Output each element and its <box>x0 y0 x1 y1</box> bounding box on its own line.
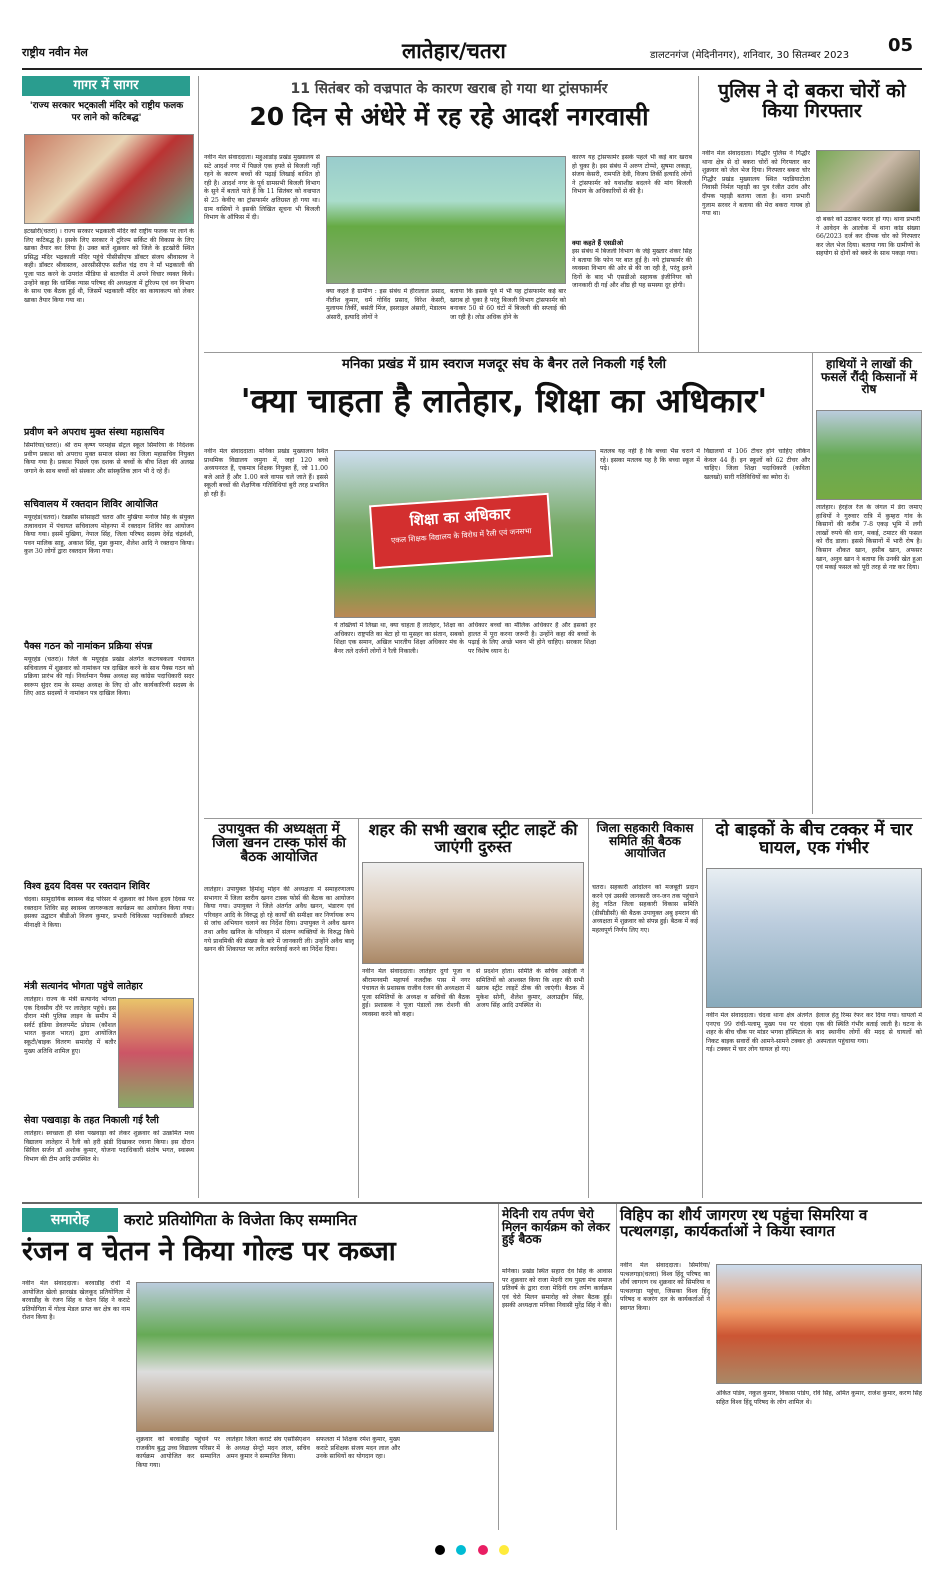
lead-headline: 'राज्य सरकार भट्काली मंदिर को राष्ट्रीय फलक पर लाने को कटिबद्ध' <box>29 101 184 123</box>
registration-dot <box>435 1545 445 1555</box>
police-headline: पुलिस ने दो बकरा चोरों को किया गिरफ्तार <box>718 80 906 122</box>
police-body: नवीन मेल संवाददाता। गिद्धौर पुलिस ने गिद्धौर थाना क्षेत्र से दो बकरा चोरों को गिरफ्तार कर शुक्रवार को जेल भेज दिया। गिरफ्तार बकरा चोर गिद्धौर प्रखंड मुख्यालय स्थित पदडियाटोला निवासी निर्मल पहाड़ी का पुत्र रंजीत उरांव और दीपक पहाड़ी बताया जाता है। थाना प्रभारी गुलाम सरवर ने बताया की मेरा बकरा गायब हो गया था। <box>702 150 810 218</box>
section-banner: गागर में सागर <box>22 76 190 96</box>
section-title: लातेहार/चतरा <box>402 39 506 63</box>
crop-damage-photo <box>816 410 922 500</box>
brief-headline-5: मंत्री सत्यानंद भोगता पहुंचे लातेहार <box>24 981 143 992</box>
chero-headline: मेदिनी राय तर्पण चेरो मिलन कार्यक्रम को लेकर हुई बैठक <box>502 1207 610 1247</box>
karate-kicker: कराटे प्रतियोगिता के विजेता किए सम्मानित <box>124 1211 357 1229</box>
section-rule <box>204 818 922 819</box>
brief-headline-4: विश्व हृदय दिवस पर रक्तदान शिविर <box>24 881 150 892</box>
column-rule <box>498 1204 499 1530</box>
streetlight-headline: शहर की सभी खराब स्ट्रीट लाइटें की जाएंगी दुरुस्त <box>368 820 578 856</box>
masthead-rule <box>22 68 922 70</box>
karate-headline: रंजन व चेतन ने किया गोल्ड पर कब्जा <box>22 1236 396 1267</box>
goat-thieves-photo <box>816 150 920 212</box>
masthead-logo: राष्ट्रीय नवीन मेल <box>22 46 88 59</box>
rally-headline: 'क्या चाहता है लातेहार, शिक्षा का अधिकार' <box>240 381 768 420</box>
streetlight-body-2: से प्रदर्शन होता। समिति के सचिव आईजी ने समितियों को आश्वस्त किया कि शहर की सभी खराब स्ट्रीट लाइटें ठीक की जाएंगी। बैठक में मुकेश सोनी, शैलेश कुमार, अलाउद्दीन सिंह, अजय सिंह आदि उपस्थित थे। <box>476 968 584 1010</box>
brief-body-1: सिमरिया(चतरा)। श्री राम कृष्ण परमहंस सेंट्रल स्कूल सिमरिया के निदेशक प्रवीण प्रकाश को अपराध मुक्त समाज संस्था का जिला महासचिव नियुक्त किया गया है। प्रकाश पिछले एक दशक से बच्चों के बीच शिक्षा की अलख जगाने के साथ बच्चों को संस्कार और सांस्कृतिक ज्ञान भी दे रहे हैं। <box>24 442 194 475</box>
accident-body-1: नवीन मेल संवाददाता। चंदवा थाना क्षेत्र अंतर्गत एनएच 99 रांची-पलामू मुख्य पथ पर चंदवा शहर के बीच चौक पर मांडर भगवा हॉस्पिटल के निकट बाइक सवारों की आमने-सामने टक्कर हो गई। टक्कर में चार लोग घायल हो गए। <box>706 1012 812 1054</box>
brief-body-2: मयूरहंड(चतरा)। रेडक्रॉस सोसाइटी चतरा और मुखिया मनोज सिंह के संयुक्त तत्वावधान में पंचायत सचिवालय मोहनपा में रक्तदान शिविर का आयोजन किया गया। इसमें मुखिया, नेपाल सिंह, जिला परिषद सदस्य देवेंद्र चंद्रवंशी, पवन मालिक साहु, अकाश सिंह, मुन्ना कुमार, शैलेश आदि ने रक्तदान किया। कुल 30 लोगों द्वारा रक्तदान किया गया। <box>24 514 194 556</box>
streetlight-body-1: नवीन मेल संवाददाता। लातेहार दुर्गा पूजा व श्रीरामनवमी महापर्व नजदीक पास में नगर पंचायत के प्रशासक राजीव रंजन की अध्यक्षता में पूजा समितियों के अध्यक्ष व सचिवों की बैठक हुई। प्रशासक ने पूजा पंडालों तक रोशनी की व्यवस्था करने को कहा। <box>362 968 470 1018</box>
brief-headline-1: प्रवीण बने अपराध मुक्त संस्था महासचिव <box>24 427 165 438</box>
hospital-photo <box>706 868 922 1008</box>
column-rule <box>702 818 703 1198</box>
registration-dot <box>478 1545 488 1555</box>
elephant-headline: हाथियों ने लाखों की फसलें रौंदी किसानों में रोष <box>820 357 918 397</box>
cooperative-body: चतरा। सहकारी आंदोलन को मजबूती प्रदान करने एवं उसकी जानकारी जन-जन तक पहुंचाने हेतु गठित जिला सहकारी विकास समिति (डीसीडीसी) की बैठक उपायुक्त अबु इमरान की अध्यक्षता में शुक्रवार को संपन्न हुई। बैठक में कई महत्वपूर्ण निर्णय लिए गए। <box>592 884 698 934</box>
top-story-headline: 20 दिन से अंधेरे में रह रहे आदर्श नगरवासी <box>249 102 649 131</box>
rally-kicker: मनिका प्रखंड में ग्राम स्वराज मजदूर संघ के बैनर तले निकली गई रैली <box>341 357 667 372</box>
brief-body-5: लातेहार। राज्य के मंत्री सत्यानंद भोगता एक दिवसीय दौरे पर लातेहार पहुंचे। इस दौरान मंत्री पुलिस लाइन के समीप में सर्वर्ट इंडिया डेवलपमेंट प्रोग्राम (कौशल भारत कुशल भारत) द्वारा आयोजित स्कूटी/बाइक वितरण समारोह में बतौर मुख्य अतिथि शामिल हुए। <box>24 996 116 1055</box>
top-story-body-1: नवीन मेल संवाददाता। महुआडांड़ प्रखंड मुख्यालय से सटे आदर्श नगर में पिछले एक हफ्ते से बिजली नहीं रहने के कारण बच्चों की पढ़ाई लिखाई बाधित हो रही है। आदर्श नगर के पूर्व ग्रामसभी बिजली विभाग के सुने में बताते पाते हैं कि 11 सितंबर को वज्रपात से 25 केवीए का ट्रांसफार्मर क्षतिग्रस्त हो गया था। ग्राम वासियों ने इसकी लिखित सूचना भी बिजली विभाग के ऑफिस में दी। <box>204 154 320 222</box>
vhp-headline: विहिप का शौर्य जागरण रथ पहुंचा सिमरिया व पत्थलगड़ा, कार्यकर्ताओं ने किया स्वागत <box>620 1206 868 1240</box>
minister-photo <box>118 998 194 1108</box>
masthead <box>22 35 922 67</box>
brief-headline-6: सेवा पखवाड़ा के तहत निकाली गई रैली <box>24 1115 159 1126</box>
print-registration-marks <box>22 1540 922 1554</box>
cooperative-headline: जिला सहकारी विकास समिति की बैठक आयोजित <box>596 821 694 861</box>
brief-body-3: मयूरहंड (चतरा)। जिले के मयूरहंड प्रखंड अंतर्गत कटगबकला पंचायत सचिवालय में शुक्रवार को नामांकन पत्र दाखिल करने के साथ पैक्स गठन को प्रक्रिया प्रारंभ की गई। निवर्तमान पैक्स अध्यक्ष सह कांग्रेस पदाधिकारी सदर स्वरूप सुंदर राम के समक्ष अध्यक्ष के लिए दो और कार्यकारिणी सदस्य के लिए आठ सदस्यों ने नामांकन पत्र दाखिल किया। <box>24 656 194 698</box>
karate-body-1: नवीन मेल संवाददाता। बरवाडीह रांची में आयोजित खेलो झारखंड खेलकूद प्रतियोगिता में बरवाडीह के रंजन सिंह व चेतन सिंह ने कराटे प्रतियोगिता में गोल्ड मेडल प्राप्त कर क्षेत्र का नाम रोशन किया है। <box>22 1280 130 1322</box>
column-rule <box>616 1204 617 1530</box>
vhp-body: नवीन मेल संवाददाता। सिमरिया/पत्थलगड़ा(चतरा) विश्व हिंदू परिषद का शौर्य जागरण रथ शुक्रवार को सिमरिया व पत्थलगड़ा पहुंचा, जिसका विश्व हिंदू परिषद व बजरंग दल के कार्यकर्ताओं ने स्वागत किया। <box>620 1262 710 1312</box>
top-story-kicker: 11 सितंबर को वज्रपात के कारण खराब हो गया था ट्रांसफार्मर <box>290 81 608 97</box>
top-story-caption-2: बताया कि इसके पूर्व में भी यह ट्रांसफार्मर कई बार खराब हो चुका है परंतु बिजली विभाग ट्रांसफार्मर को बनाकर 50 से 60 घंटों में बिजली की सप्लाई की जा रही है। लोड अधिक होने के <box>450 288 566 321</box>
registration-dot <box>456 1545 466 1555</box>
brief-headline-3: पैक्स गठन को नामांकन प्रक्रिया संपन्न <box>24 641 153 652</box>
chero-body: मनिका। प्रखंड स्थित सहारा देव सिंह के आवास पर शुक्रवार को राजा मेदनी राय पुस्ता मंच समाज प्रतिवर्ष के द्वारा राजा मेदिनी राय तर्पण कार्यक्रम एवं चेरो मिलन समारोह को लेकर बैठक हुई। इसकी अध्यक्षता मनिका निवासी मुरेंद्र सिंह ने की। <box>502 1268 612 1310</box>
column-rule <box>698 76 699 352</box>
elephant-body: लातेहार। हेरहंज रेंज के जंगल में डेरा जमाए हाथियों ने गुरुवार रात्रि में कुम्हरा गांव के किसानों की करीब 7-8 एकड़ भूमि में लगी लाखों रुपये की धान, मकई, टमाटर की फसल को रौंद डाला। इससे किसानों में भारी रोष है। किसान शौकत खान, हसीब खान, अफसर खान, अनुव खान ने बताया कि उनकी खेत हुआ एवं मकई फसल को पूरी तरह से नष्ट कर दिया। <box>816 504 922 572</box>
karate-body-4: सफलता में शिक्षक रमेश कुमार, मुख्य कराटे प्रशिक्षक संजय मदन लाल और उनके साथियों का योगदान रहा। <box>316 1436 400 1461</box>
accident-headline: दो बाइकों के बीच टक्कर में चार घायल, एक गंभीर <box>715 820 913 858</box>
temple-visit-photo <box>24 134 194 224</box>
rally-body-4: विद्यालयों में 106 टीचर होने चाहिए लेकिन केवल 44 हैं। इन स्कूलों को 62 टीचर और चाहिए। जिला शिक्षा पदाधिकारी (कविता खलखो) सारी गतिविधियों का ब्योरा दें। <box>704 448 810 481</box>
police-body-2: दो बकरे को उठाकर फरार हो गए। थाना प्रभारी ने आवेदन के आलोक में थाना कांड संख्या 66/2023 दर्ज कर दीपक चोर को गिरफ्तार कर जेल भेज दिया। बताया गया कि ग्रामीणों के सहयोग से दोनों को बकरे के साथ पकड़ा गया। <box>816 216 920 258</box>
rally-banner <box>369 493 553 569</box>
karate-body-3: लातेहार जिला कराटे संघ एसोसिएशन के अध्यक्ष सेन्ट्रो मदन लाल, सचिव अमन कुमार ने सम्मानित किया। <box>226 1436 310 1461</box>
mining-body: लातेहार। उपायुक्त हिमांशु मोहन की अध्यक्षता में समाहरणालय सभागार में जिला स्तरीय खनन टास्क फोर्स की बैठक का आयोजन किया गया। उपायुक्त ने जिले अंतर्गत अवैध खनन, भंडारण एवं परिवहन आदि के विरुद्ध हो रहे कार्यों की समीक्षा कर निर्णायक रूप से जांच अभियान चलाने का निर्देश दिया। उपायुक्त ने अवैध खनन तथा अवैध खनिज के परिवहन में संलग्न व्यक्तियों के विरुद्ध किये गये प्राथमिकी की संख्या के बारे में जानकारी ली। उन्होंने अवैध बालू खनन की शिकायत पर त्वरित कार्रवाई करने का निर्देश दिया। <box>204 886 354 954</box>
meeting-photo <box>362 862 584 964</box>
lead-body: इटखोरी(चतरा) । राज्य सरकार भद्रकाली मंदिर को राष्ट्रीय फलक पर लाने के लिए कटिबद्ध है। इसके लिए सरकार ने टूरिज्म सर्किट की विकास के लिए खाका तैयार कर लिया है। उक्त बातें शुक्रवार को जिले के इटखोरी स्थित प्रसिद्ध मंदिर भद्रकाली मंदिर पहुंचे पीसीसीएफ डॉक्टर संजय श्रीवास्तव ने कही। डॉक्टर श्रीवास्तव, आरसीसीएफ सतीश चंद्र राय ने माँ भद्रकाली की पूजा पाठ करने के उपरांत मीडिया से बातचीत में अपने विचार व्यक्त किये। उन्होंने कहा कि धार्मिक न्यास परिषद की अध्यक्षता में टूरिज्म एवं वन विभाग के साथ एक बैठक हुई थी, जिसमें भद्रकाली मंदिर का कायाकल्प को लेकर खाका तैयार किया गया था। <box>24 228 194 304</box>
rally-body-5: मतलब यह नहीं है कि बच्चा भैंस चराने में रहे। इसका मतलब यह है कि बच्चा स्कूल में पढ़े। <box>600 448 700 473</box>
section-rule <box>204 352 922 353</box>
rally-banner-title: शिक्षा का अधिकार <box>409 504 511 530</box>
accident-body-2: ईलाज हेतु रिम्स रेफर कर दिया गया। घायलों में एक की स्थिति गंभीर बताई जाती है। घटना के बाद स्थानीय लोगों की मदद से घायलों को अस्पताल पहुंचाया गया। <box>816 1012 922 1045</box>
brief-body-6: लातेहार। स्वच्छता ही सेवा पखवाड़ा को लेकर शुक्रवार को उत्क्रमित मध्य विद्यालय लातेहार में रैली को हरी झंडी दिखाकर रवाना किया। इस दौरान सिविल सर्जन डॉ अशोक कुमार, योजना पदाधिकारी संतोष भगत, स्वास्थ्य विभाग की टीम आदि उपस्थित थे। <box>24 1130 194 1163</box>
top-story-subhead: क्या कहते हैं एसडीओ <box>572 239 624 247</box>
column-rule <box>812 352 813 814</box>
registration-dot <box>499 1545 509 1555</box>
karate-winners-photo <box>136 1282 494 1432</box>
vhp-body-2: अंकित पांडेय, नकुल कुमार, विकास पांडेय, रवि सिंह, अमित कुमार, राजेश कुमार, करण सिंह सहित विश्व हिंदू परिषद के लोग शामिल थे। <box>716 1390 922 1406</box>
karate-tag: समारोह <box>22 1208 118 1232</box>
mining-headline: उपायुक्त की अध्यक्षता में जिला खनन टास्क फोर्स की बैठक आयोजित <box>212 821 346 866</box>
top-story-body-2: कारण यह ट्रांसफार्मर इसके पहले भी कई बार खराब हो चुका है। इस संबंध में अरुण टोप्पो, सुषमा लकड़ा, संजय केसरी, रामपति देवी, विजय तिर्की इत्यादि लोगों ने ट्रांसफार्मर को यथाशीघ्र बदलने की मांग बिजली विभाग के अधिकारियों से की है। <box>572 154 692 196</box>
rath-photo <box>716 1264 922 1384</box>
karate-body-2: शुक्रवार को बरवाडीह पहुंचने पर राजकीय बुद्ध उच्च विद्यालय परिसर में कार्यक्रम आयोजित कर सम्मानित किया गया। <box>136 1436 220 1469</box>
rally-body-1: नवीन मेल संवाददाता। मनिका प्रखंड मुख्यालय स्थित प्राथमिक विद्यालय जमुना में, जहां 120 बच्चे अध्ययनरत हैं, एकमात्र शिक्षक नियुक्त हैं, जो 11.00 बजे आते हैं और 1.00 बजे वापस चले जाते हैं। इससे स्कूली बच्चों की शैक्षणिक गतिविधियां बुरी तरह प्रभावित हो रही हैं। <box>204 448 328 498</box>
rally-photo <box>334 450 596 618</box>
brief-body-4: चंदवा। सामुदायिक स्वास्थ्य केंद्र परिसर में शुक्रवार को विश्व हृदय दिवस पर रक्तदान शिविर सह स्वास्थ्य जागरूकता कार्यक्रम का आयोजन किया गया। इसका उद्घाटन बीडीओ विजय कुमार, प्रभारी चिकित्सा पदाधिकारी डॉक्टर मीनाक्षी ने किया। <box>24 896 194 929</box>
top-story-caption: क्या कहते हैं ग्रामीण : इस संबंध में हीरालाल प्रसाद, नीतीश कुमार, धर्म गोविंद प्रसाद, विरेश केसरी, मुलायम तिर्की, बसंती मिंज, इसराइल अंसारी, मेडालम अंसारी, इत्यादि लोगों ने <box>326 288 446 321</box>
villagers-photo <box>326 156 566 284</box>
rally-banner-subtitle: एकल शिक्षक विद्यालय के विरोध में रैली एवं जनसभा <box>390 526 532 545</box>
section-rule <box>22 1202 922 1204</box>
column-rule <box>198 76 199 1198</box>
rally-body-2: ये तख्तियों में लिखा था, क्या चाहता है लातेहार, शिक्षा का अधिकार। राष्ट्रपति का बेटा हो या मुसहर का संतान, सबको शिक्षा एक समान, अखिल भारतीय शिक्षा अधिकार मंच के बैनर तले दर्जनों लोगों ने रैली निकाली। <box>334 622 464 655</box>
rally-body-3: अधिकार बच्चों का मौलिक अधिकार है और इसको हर हालत में पूरा करना जरूरी है। उन्होंने कहा की बच्चों के पढ़ाई के लिए अच्छे भवन भी होने चाहिए। सरकार शिक्षा पर विशेष ध्यान दे। <box>468 622 596 655</box>
dateline: डालटनगंज (मेदिनीनगर), शनिवार, 30 सितम्बर 2023 <box>650 50 850 61</box>
brief-headline-2: सचिवालय में रक्तदान शिविर आयोजित <box>24 499 158 510</box>
top-story-body-3: इस संबंध में बिजली विभाग के जेई मुख्तार शंकर सिंह ने बताया कि फोन पर बात हुई है। नये ट्रांसफार्मर की व्यवस्था विभाग की ओर से की जा रही है, परंतु इतने दिनों के बाद भी एसडीओ सहायक इंजीनियर को जानकारी दी गई और शीघ्र ही यह समस्या दूर होगी। <box>572 248 692 290</box>
column-rule <box>588 818 589 1198</box>
page-number: 05 <box>888 35 914 56</box>
column-rule <box>358 818 359 1198</box>
